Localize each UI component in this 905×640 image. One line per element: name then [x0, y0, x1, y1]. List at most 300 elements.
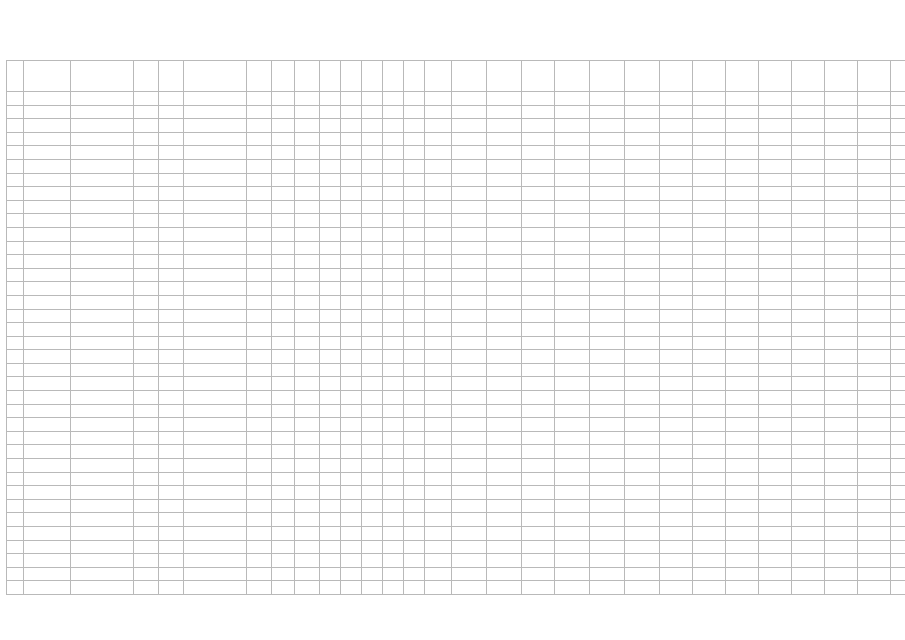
- table-cell: [759, 268, 792, 282]
- table-cell: [159, 241, 184, 255]
- table-cell: [24, 214, 71, 228]
- table-cell: [272, 268, 295, 282]
- table-cell: [452, 418, 487, 432]
- table-cell: [487, 92, 522, 106]
- table-cell: [134, 295, 159, 309]
- table-cell: [693, 105, 726, 119]
- table-cell: [452, 472, 487, 486]
- table-cell: [184, 146, 247, 160]
- table-cell: [159, 513, 184, 527]
- table-cell: [295, 350, 320, 364]
- table-cell: [383, 418, 404, 432]
- table-cell: [383, 255, 404, 269]
- table-cell: [825, 363, 858, 377]
- table-cell: [184, 105, 247, 119]
- table-cell: [625, 200, 660, 214]
- table-cell: [320, 527, 341, 541]
- table-cell: [590, 499, 625, 513]
- table-cell: [759, 486, 792, 500]
- table-cell: [247, 105, 272, 119]
- table-cell: [825, 187, 858, 201]
- table-cell: [858, 255, 891, 269]
- table-cell: [272, 567, 295, 581]
- table-cell: [159, 295, 184, 309]
- table-cell: [404, 309, 425, 323]
- table-cell: [7, 391, 24, 405]
- table-cell: [660, 241, 693, 255]
- table-cell: [341, 241, 362, 255]
- table-cell: [726, 187, 759, 201]
- table-cell: [383, 486, 404, 500]
- table-cell: [134, 554, 159, 568]
- table-cell: [522, 391, 555, 405]
- table-cell: [825, 540, 858, 554]
- table-cell: [590, 92, 625, 106]
- table-cell: [404, 92, 425, 106]
- table-cell: [383, 404, 404, 418]
- table-cell: [693, 132, 726, 146]
- table-cell: [726, 418, 759, 432]
- table-cell: [660, 350, 693, 364]
- table-cell: [295, 527, 320, 541]
- table-cell: [383, 336, 404, 350]
- table-cell: [425, 363, 452, 377]
- table-cell: [247, 459, 272, 473]
- table-cell: [452, 295, 487, 309]
- table-cell: [184, 119, 247, 133]
- table-cell: [452, 173, 487, 187]
- table-cell: [625, 513, 660, 527]
- table-cell: [341, 323, 362, 337]
- table-cell: [295, 227, 320, 241]
- table-cell: [134, 391, 159, 405]
- table-cell: [487, 418, 522, 432]
- table-cell: [134, 431, 159, 445]
- table-cell: [184, 323, 247, 337]
- table-cell: [24, 431, 71, 445]
- table-cell: [726, 336, 759, 350]
- table-cell: [590, 173, 625, 187]
- table-cell: [660, 527, 693, 541]
- table-cell: [452, 309, 487, 323]
- table-cell: [590, 255, 625, 269]
- table-cell: [320, 309, 341, 323]
- table-cell: [7, 554, 24, 568]
- table-cell: [858, 119, 891, 133]
- table-cell: [184, 255, 247, 269]
- table-cell: [341, 227, 362, 241]
- table-cell: [825, 431, 858, 445]
- table-cell: [134, 146, 159, 160]
- table-cell: [184, 540, 247, 554]
- table-cell: [660, 214, 693, 228]
- column-header: [625, 61, 660, 92]
- table-cell: [590, 431, 625, 445]
- table-cell: [247, 418, 272, 432]
- table-cell: [522, 282, 555, 296]
- table-cell: [625, 350, 660, 364]
- table-cell: [555, 581, 590, 595]
- table-cell: [7, 295, 24, 309]
- table-cell: [792, 336, 825, 350]
- table-cell: [452, 404, 487, 418]
- table-cell: [362, 391, 383, 405]
- table-cell: [184, 377, 247, 391]
- table-cell: [7, 173, 24, 187]
- table-cell: [341, 418, 362, 432]
- table-cell: [555, 459, 590, 473]
- table-cell: [247, 200, 272, 214]
- table-cell: [320, 282, 341, 296]
- table-cell: [295, 391, 320, 405]
- table-cell: [362, 309, 383, 323]
- table-cell: [134, 567, 159, 581]
- table-cell: [341, 92, 362, 106]
- table-cell: [792, 459, 825, 473]
- table-cell: [341, 119, 362, 133]
- table-cell: [891, 350, 905, 364]
- table-cell: [487, 472, 522, 486]
- table-row: [7, 159, 905, 173]
- table-cell: [726, 513, 759, 527]
- table-cell: [7, 187, 24, 201]
- table-cell: [247, 187, 272, 201]
- table-cell: [858, 268, 891, 282]
- table-cell: [134, 472, 159, 486]
- table-cell: [792, 431, 825, 445]
- table-cell: [792, 227, 825, 241]
- table-cell: [24, 404, 71, 418]
- table-cell: [625, 527, 660, 541]
- table-cell: [522, 567, 555, 581]
- table-cell: [555, 527, 590, 541]
- table-row: [7, 363, 905, 377]
- table-cell: [858, 377, 891, 391]
- table-cell: [726, 445, 759, 459]
- table-cell: [272, 391, 295, 405]
- table-cell: [362, 282, 383, 296]
- table-cell: [362, 459, 383, 473]
- table-cell: [383, 309, 404, 323]
- table-cell: [452, 119, 487, 133]
- table-cell: [825, 268, 858, 282]
- table-cell: [425, 404, 452, 418]
- table-cell: [452, 187, 487, 201]
- table-cell: [383, 200, 404, 214]
- table-cell: [452, 581, 487, 595]
- table-cell: [24, 472, 71, 486]
- table-cell: [184, 391, 247, 405]
- table-cell: [825, 214, 858, 228]
- table-cell: [295, 187, 320, 201]
- table-cell: [487, 323, 522, 337]
- table-cell: [555, 472, 590, 486]
- table-cell: [891, 431, 905, 445]
- table-cell: [693, 214, 726, 228]
- table-cell: [891, 132, 905, 146]
- table-cell: [295, 159, 320, 173]
- column-header: [726, 61, 759, 92]
- table-cell: [660, 132, 693, 146]
- table-cell: [555, 227, 590, 241]
- table-cell: [726, 431, 759, 445]
- table-cell: [7, 159, 24, 173]
- table-cell: [24, 336, 71, 350]
- table-cell: [825, 472, 858, 486]
- table-cell: [159, 554, 184, 568]
- table-cell: [487, 146, 522, 160]
- table-cell: [693, 295, 726, 309]
- table-cell: [24, 187, 71, 201]
- table-cell: [383, 105, 404, 119]
- table-cell: [858, 554, 891, 568]
- table-cell: [726, 581, 759, 595]
- table-cell: [452, 431, 487, 445]
- table-cell: [825, 350, 858, 364]
- table-cell: [320, 227, 341, 241]
- table-cell: [184, 445, 247, 459]
- table-cell: [425, 554, 452, 568]
- table-cell: [383, 431, 404, 445]
- table-cell: [625, 567, 660, 581]
- table-cell: [625, 132, 660, 146]
- table-cell: [693, 391, 726, 405]
- table-cell: [425, 513, 452, 527]
- table-cell: [272, 187, 295, 201]
- table-cell: [159, 445, 184, 459]
- table-cell: [759, 214, 792, 228]
- table-cell: [134, 309, 159, 323]
- table-cell: [247, 581, 272, 595]
- table-cell: [858, 132, 891, 146]
- table-cell: [320, 268, 341, 282]
- table-cell: [726, 323, 759, 337]
- table-cell: [383, 173, 404, 187]
- table-cell: [891, 581, 905, 595]
- table-cell: [590, 105, 625, 119]
- table-row: [7, 431, 905, 445]
- table-cell: [452, 146, 487, 160]
- table-cell: [425, 187, 452, 201]
- table-cell: [295, 404, 320, 418]
- table-cell: [24, 282, 71, 296]
- table-cell: [792, 404, 825, 418]
- table-cell: [452, 323, 487, 337]
- table-cell: [726, 540, 759, 554]
- table-cell: [858, 241, 891, 255]
- table-cell: [590, 418, 625, 432]
- table-cell: [858, 391, 891, 405]
- column-header: [858, 61, 891, 92]
- column-header: [425, 61, 452, 92]
- table-cell: [555, 159, 590, 173]
- table-cell: [660, 513, 693, 527]
- table-cell: [858, 282, 891, 296]
- table-cell: [362, 404, 383, 418]
- table-cell: [24, 418, 71, 432]
- table-cell: [320, 323, 341, 337]
- table-cell: [425, 255, 452, 269]
- table-cell: [759, 295, 792, 309]
- table-cell: [425, 268, 452, 282]
- table-cell: [184, 513, 247, 527]
- table-cell: [362, 268, 383, 282]
- table-cell: [693, 173, 726, 187]
- column-header: [555, 61, 590, 92]
- table-cell: [425, 105, 452, 119]
- column-header: [452, 61, 487, 92]
- table-cell: [487, 336, 522, 350]
- table-cell: [71, 363, 134, 377]
- table-cell: [159, 581, 184, 595]
- table-cell: [792, 445, 825, 459]
- table-cell: [247, 282, 272, 296]
- table-cell: [891, 513, 905, 527]
- table-cell: [858, 499, 891, 513]
- table-cell: [625, 391, 660, 405]
- table-cell: [184, 404, 247, 418]
- table-cell: [71, 445, 134, 459]
- table-cell: [452, 391, 487, 405]
- table-cell: [404, 132, 425, 146]
- table-row: [7, 513, 905, 527]
- table-cell: [891, 567, 905, 581]
- table-cell: [555, 445, 590, 459]
- table-cell: [404, 567, 425, 581]
- table-cell: [590, 445, 625, 459]
- table-cell: [693, 268, 726, 282]
- table-cell: [555, 282, 590, 296]
- table-cell: [184, 527, 247, 541]
- table-cell: [726, 527, 759, 541]
- table-cell: [825, 391, 858, 405]
- table-cell: [792, 309, 825, 323]
- table-cell: [24, 132, 71, 146]
- table-cell: [24, 323, 71, 337]
- table-row: [7, 377, 905, 391]
- table-cell: [759, 132, 792, 146]
- column-header: [7, 61, 24, 92]
- table-cell: [452, 486, 487, 500]
- table-cell: [891, 418, 905, 432]
- table-cell: [726, 282, 759, 296]
- table-cell: [247, 255, 272, 269]
- table-cell: [660, 295, 693, 309]
- table-cell: [341, 132, 362, 146]
- table-cell: [295, 567, 320, 581]
- table-cell: [362, 350, 383, 364]
- table-cell: [693, 187, 726, 201]
- table-cell: [247, 119, 272, 133]
- table-cell: [487, 105, 522, 119]
- table-cell: [159, 459, 184, 473]
- column-header: [660, 61, 693, 92]
- table-cell: [184, 336, 247, 350]
- table-cell: [555, 92, 590, 106]
- table-cell: [159, 268, 184, 282]
- table-cell: [726, 404, 759, 418]
- table-cell: [320, 295, 341, 309]
- table-cell: [590, 309, 625, 323]
- table-cell: [660, 92, 693, 106]
- table-cell: [7, 309, 24, 323]
- table-row: [7, 499, 905, 513]
- table-cell: [272, 486, 295, 500]
- table-cell: [159, 187, 184, 201]
- table-cell: [891, 445, 905, 459]
- table-cell: [891, 200, 905, 214]
- table-cell: [792, 527, 825, 541]
- table-cell: [247, 363, 272, 377]
- table-cell: [159, 132, 184, 146]
- table-cell: [555, 499, 590, 513]
- table-cell: [726, 92, 759, 106]
- table-row: [7, 309, 905, 323]
- table-cell: [858, 445, 891, 459]
- table-cell: [825, 241, 858, 255]
- table-cell: [452, 336, 487, 350]
- table-cell: [625, 282, 660, 296]
- table-cell: [184, 472, 247, 486]
- table-cell: [759, 159, 792, 173]
- table-cell: [272, 200, 295, 214]
- table-cell: [825, 404, 858, 418]
- table-cell: [660, 336, 693, 350]
- table-cell: [159, 146, 184, 160]
- table-cell: [487, 445, 522, 459]
- table-cell: [891, 336, 905, 350]
- table-cell: [24, 350, 71, 364]
- table-cell: [660, 486, 693, 500]
- table-cell: [184, 581, 247, 595]
- table-cell: [24, 146, 71, 160]
- table-cell: [7, 227, 24, 241]
- table-row: [7, 391, 905, 405]
- column-header: [272, 61, 295, 92]
- table-cell: [693, 146, 726, 160]
- table-cell: [792, 391, 825, 405]
- table-cell: [590, 119, 625, 133]
- table-cell: [425, 445, 452, 459]
- table-cell: [425, 527, 452, 541]
- table-cell: [522, 255, 555, 269]
- table-cell: [320, 499, 341, 513]
- table-cell: [759, 554, 792, 568]
- table-cell: [159, 159, 184, 173]
- table-cell: [7, 486, 24, 500]
- table-cell: [726, 309, 759, 323]
- table-cell: [247, 431, 272, 445]
- table-cell: [891, 472, 905, 486]
- table-cell: [71, 431, 134, 445]
- table-cell: [71, 350, 134, 364]
- table-cell: [295, 241, 320, 255]
- table-cell: [341, 459, 362, 473]
- table-cell: [858, 159, 891, 173]
- table-cell: [159, 363, 184, 377]
- table-cell: [362, 513, 383, 527]
- table-cell: [858, 92, 891, 106]
- table-cell: [134, 404, 159, 418]
- table-cell: [383, 377, 404, 391]
- table-cell: [452, 567, 487, 581]
- table-cell: [625, 431, 660, 445]
- table-cell: [452, 499, 487, 513]
- table-cell: [362, 499, 383, 513]
- table-cell: [858, 200, 891, 214]
- table-cell: [404, 187, 425, 201]
- table-cell: [452, 513, 487, 527]
